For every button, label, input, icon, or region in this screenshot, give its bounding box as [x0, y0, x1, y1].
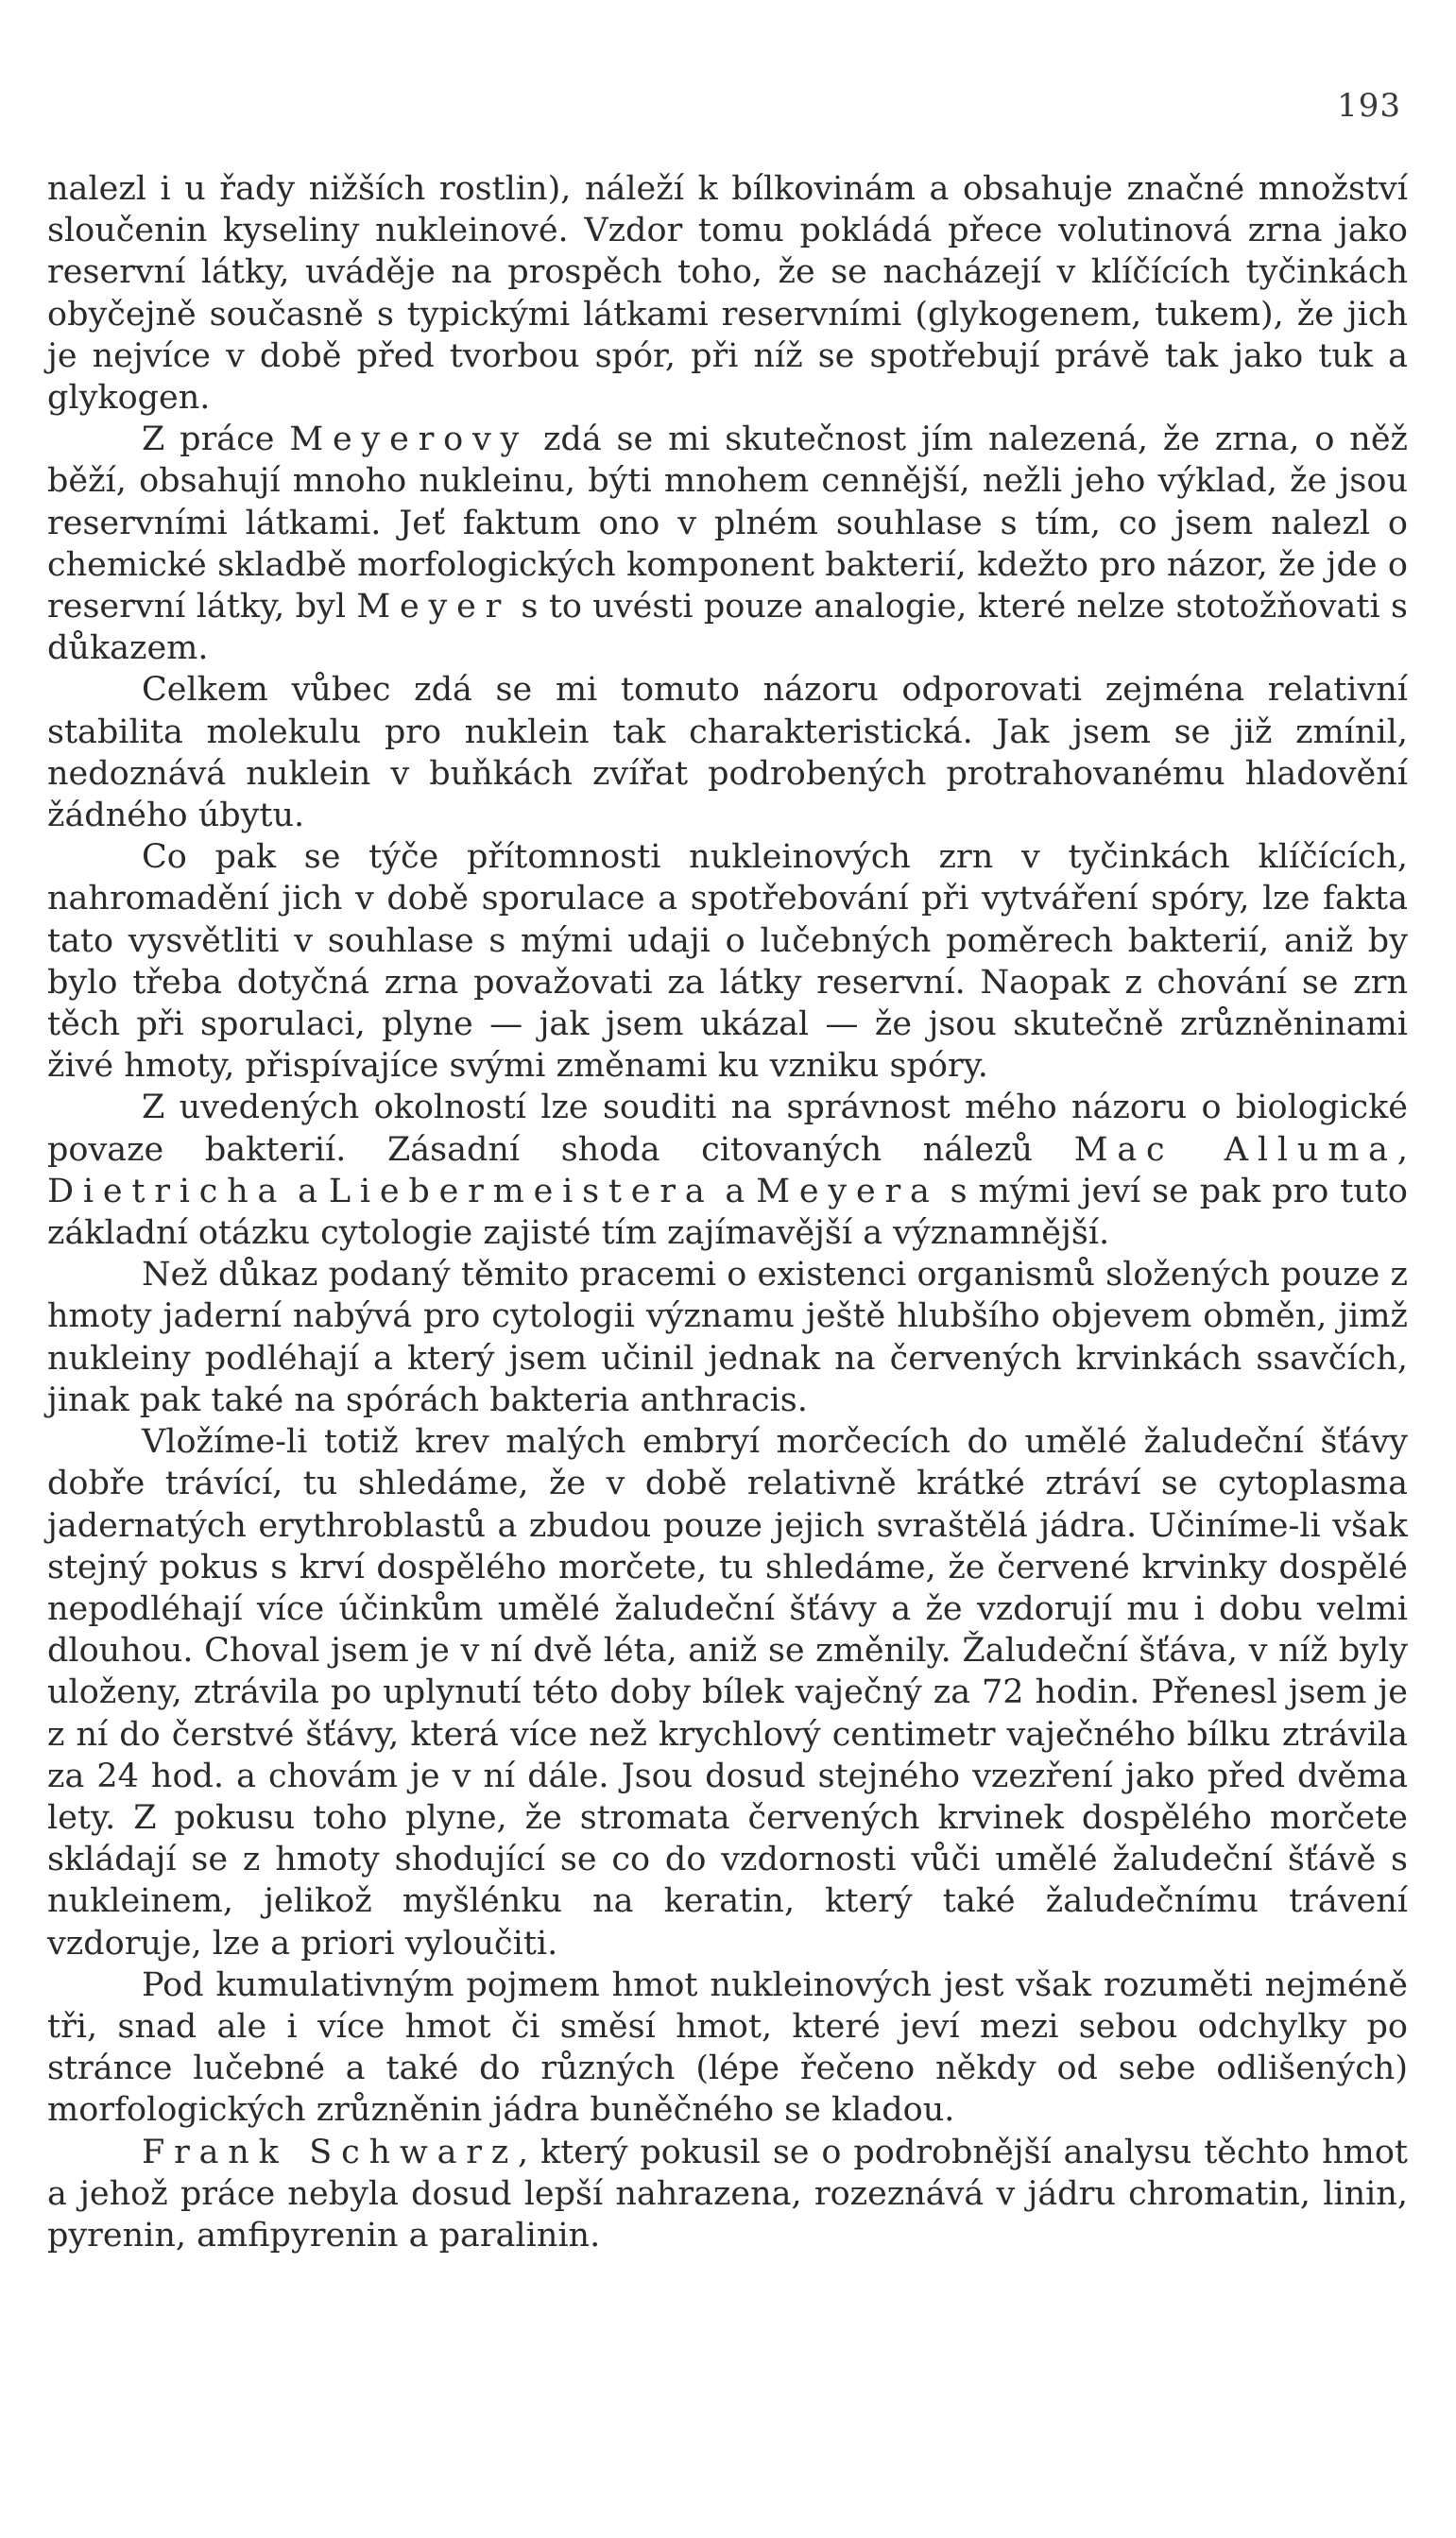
- paragraph: [47, 669, 1408, 836]
- paragraph: [47, 1964, 1408, 2132]
- author-name: Meyerovy: [289, 420, 529, 459]
- paragraph: [47, 1421, 1408, 1964]
- text-run: Z práce: [142, 420, 290, 459]
- text-run: Pod kumulativným pojmem hmot nukleinových jest však rozuměti nejméně tři, snad ale i více hmot či směsí hmot, které jeví mezi sebou odchylky po stránce lučebné a také do různých (lépe řečeno někdy od sebe odlišených) morfologických zrůzněnin jádra buněčného se kladou.: [47, 1965, 1408, 2130]
- text-run: Z uvedených okolností lze souditi na správnost mého názoru o biologické povaze bakterií. Zásadní shoda citovaných nálezů: [47, 1089, 1408, 1169]
- paragraph: [47, 2132, 1408, 2257]
- paragraph: [47, 419, 1408, 669]
- text-run: s to uvésti pouze analogie, které nelze stotožňovati s důkazem.: [47, 588, 1408, 668]
- paragraph: [47, 1087, 1408, 1254]
- text-run: Co pak se týče přítomnosti nukleinových zrn v tyčinkách klíčících, nahromadění jich v době sporulace a spotřebování při vytváření spóry, lze fakta tato vysvětliti v souhlase s mými udaji o lučebných poměrech bakterií, aniž by bylo třeba dotyčná zrna považovati za látky reservní. Naopak z chování se zrn těch při sporulaci, plyne — jak jsem ukázal — že jsou skutečně zrůzněninami živé hmoty, přispívajíce svými změnami ku vzniku spóry.: [47, 838, 1408, 1086]
- author-name: Meyera: [756, 1172, 939, 1210]
- text-run: a: [713, 1172, 757, 1210]
- paragraph: [47, 168, 1408, 419]
- text-run: Vložíme-li totiž krev malých embryí morčecích do umělé žaludeční šťávy dobře trávící, tu shledáme, že v době relativně krátké ztráví se cytoplasma jadernatých erythroblastů a zbudou pouze jejich svraštělá jádra. Učiníme-li však stejný pokus s krví dospělého morčete, tu shledáme, že červené krvinky dospělé nepodléhají více účinkům umělé žaludeční šťávy a že vzdorují mu i dobu velmi dlouhou. Choval jsem je v ní dvě léta, aniž se změnily. Žaludeční šťáva, v níž byly uloženy, ztrávila po uplynutí této doby bílek vaječný za 72 hodin. Přenesl jsem je z ní do čerstvé šťávy, která více než krychlový centimetr vaječného bílku ztrávila za 24 hod. a chovám je v ní dále. Jsou dosud stejného vzezření jako před dvěma lety. Z pokusu toho plyne, že stromata červených krvinek dospělého morčete skládají se z hmoty shodující se co do vzdornosti vůči umělé žaludeční šťávě s nukleinem, jelikož myšlénku na keratin, který také žaludečnímu trávení vzdoruje, lze a priori vyloučiti.: [47, 1423, 1408, 1963]
- body-text: [47, 168, 1408, 2256]
- author-name: Liebermeistera: [328, 1172, 714, 1210]
- text-run: zdá se mi skutečnost jím nalezená, že zrna, o něž běží, obsahují mnoho nukleinu, býti mnohem cennější, nežli jeho výklad, že jsou reservními látkami. Jeť faktum ono v plném souhlase s tím, co jsem nalezl o chemické skladbě morfologických komponent bakterií, kdežto pro názor, že jde o reservní látky, byl: [47, 420, 1408, 626]
- author-name: Frank Schwarz: [142, 2133, 519, 2171]
- text-run: nalezl i u řady nižších rostlin), náleží k bílkovinám a obsahuje značné množství sloučenin kyseliny nukleinové. Vzdor tomu pokládá přece volutinová zrna jako reservní látky, uváděje na prospěch toho, že se nacházejí v klíčících tyčinkách obyčejně současně s typickými látkami reservními (glykogenem, tukem), že jich je nejvíce v době před tvorbou spór, při níž se spotřebují právě tak jako tuk a glykogen.: [47, 170, 1408, 418]
- text-run: ,: [1396, 1130, 1408, 1169]
- text-run: Než důkaz podaný těmito pracemi o existenci organismů složených pouze z hmoty jaderní nabývá pro cytologii významu ještě hlubšího objevem obměn, jimž nukleiny podléhají a který jsem učinil jednak na červených krvinkách ssavčích, jinak pak také na spórách bakteria anthracis.: [47, 1256, 1408, 1419]
- paragraph: [47, 836, 1408, 1087]
- text-run: Celkem vůbec zdá se mi tomuto názoru odporovati zejména relativní stabilita molekulu pro nuklein tak charakteristická. Jak jsem se již zmínil, nedoznává nuklein v buňkách zvířat podrobených protrahovanému hladovění žádného úbytu.: [47, 671, 1408, 835]
- page-number: 193: [1337, 87, 1401, 125]
- text-run: , který pokusil se o podrobnější analysu těchto hmot a jehož práce nebyla dosud lepší nahrazena, rozeznává v jádru chromatin, linin, pyrenin, amfipyrenin a paralinin.: [47, 2133, 1408, 2255]
- author-name: Meyer: [356, 588, 511, 626]
- paragraph: [47, 1254, 1408, 1421]
- text-run: s mými jeví se pak pro tuto základní otázku cytologie zajisté tím zajímavější a významnější.: [47, 1172, 1408, 1253]
- author-name: Dietricha: [47, 1172, 287, 1210]
- author-name: Mac Alluma: [1073, 1130, 1397, 1169]
- text-run: a: [286, 1172, 329, 1210]
